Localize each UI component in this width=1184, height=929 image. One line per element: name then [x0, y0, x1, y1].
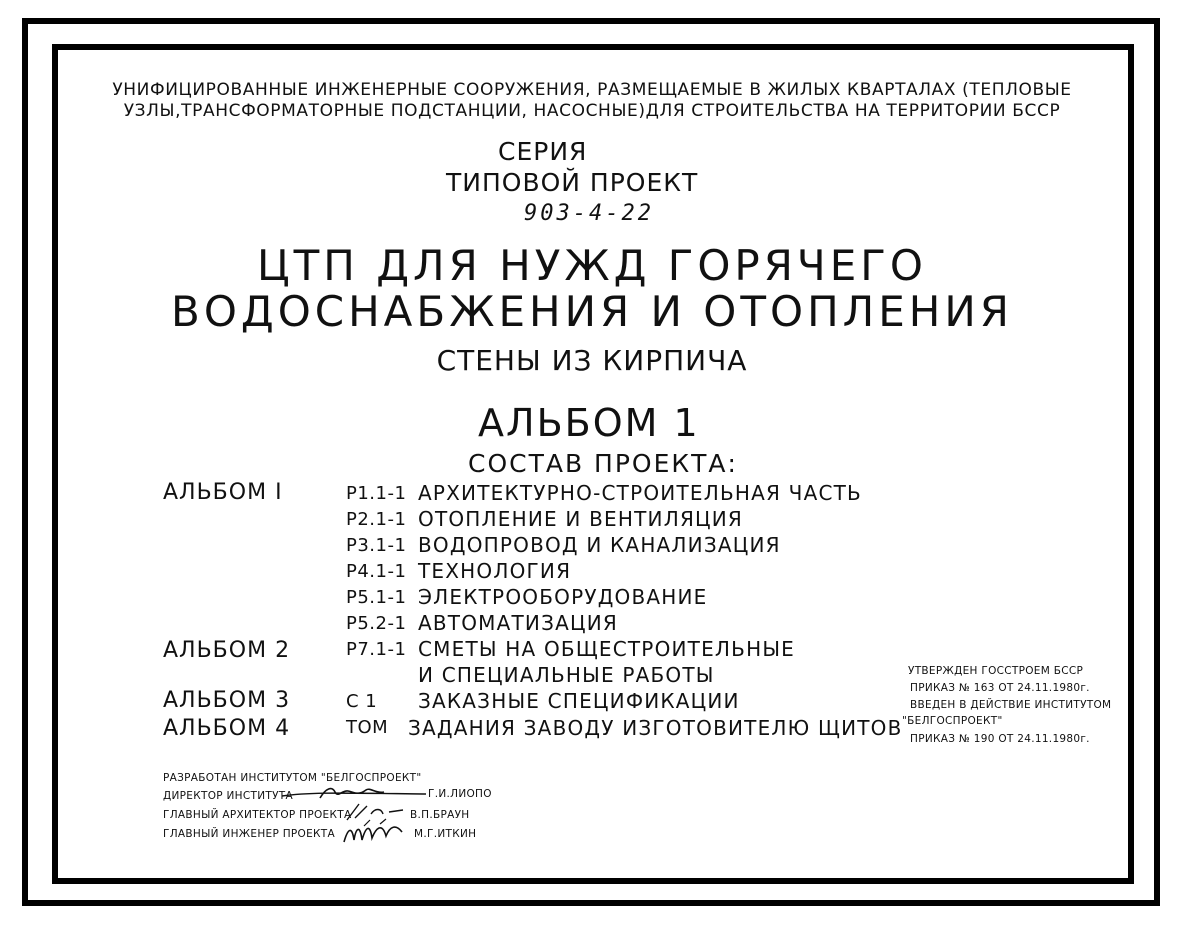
row-code: С 1: [346, 691, 378, 712]
row-code: Р7.1-1: [346, 639, 407, 660]
row-name: АРХИТЕКТУРНО-СТРОИТЕЛЬНАЯ ЧАСТЬ: [418, 481, 862, 505]
header-line-1: УНИФИЦИРОВАННЫЕ ИНЖЕНЕРНЫЕ СООРУЖЕНИЯ, РАЗМЕЩАЕМЫЕ В ЖИЛЫХ КВАРТАЛАХ (ТЕПЛОВЫЕ: [112, 80, 1072, 100]
row-name: ЭЛЕКТРООБОРУДОВАНИЕ: [418, 585, 708, 609]
row-code: Р5.1-1: [346, 587, 407, 608]
series-label: СЕРИЯ: [498, 137, 588, 166]
row-album: АЛЬБОМ 3: [163, 688, 291, 713]
row-code: ТОМ: [346, 717, 389, 738]
row-code: Р4.1-1: [346, 561, 407, 582]
contents-heading: СОСТАВ ПРОЕКТА:: [468, 449, 738, 478]
approval-line: ПРИКАЗ № 190 ОТ 24.11.1980г.: [910, 733, 1090, 745]
row-name: АВТОМАТИЗАЦИЯ: [418, 611, 618, 635]
approval-line: "БЕЛГОСПРОЕКТ": [902, 715, 1003, 727]
row-album: АЛЬБОМ I: [163, 480, 283, 505]
row-name: И СПЕЦИАЛЬНЫЕ РАБОТЫ: [418, 663, 715, 687]
signatory-role: ГЛАВНЫЙ ИНЖЕНЕР ПРОЕКТА: [163, 828, 336, 840]
row-name: ЗАДАНИЯ ЗАВОДУ ИЗГОТОВИТЕЛЮ ЩИТОВ: [408, 716, 903, 740]
row-code: Р2.1-1: [346, 509, 407, 530]
row-album: АЛЬБОМ 2: [163, 638, 291, 663]
row-album: АЛЬБОМ 4: [163, 716, 291, 741]
row-name: ТЕХНОЛОГИЯ: [418, 559, 572, 583]
signature-chief-engineer: [340, 818, 410, 848]
title-line-1: ЦТП ДЛЯ НУЖД ГОРЯЧЕГО: [257, 241, 927, 290]
project-code: 903-4-22: [524, 201, 654, 226]
subtitle: СТЕНЫ ИЗ КИРПИЧА: [436, 344, 748, 377]
signatory-name: М.Г.ИТКИН: [414, 828, 477, 840]
title-line-2: ВОДОСНАБЖЕНИЯ И ОТОПЛЕНИЯ: [171, 287, 1013, 336]
row-name: ВОДОПРОВОД И КАНАЛИЗАЦИЯ: [418, 533, 781, 557]
approval-line: ПРИКАЗ № 163 ОТ 24.11.1980г.: [910, 682, 1090, 694]
row-code: Р3.1-1: [346, 535, 407, 556]
row-name: СМЕТЫ НА ОБЩЕСТРОИТЕЛЬНЫЕ: [418, 637, 796, 661]
signatory-name: В.П.БРАУН: [410, 809, 470, 821]
signatory-name: Г.И.ЛИОПО: [428, 788, 492, 800]
signatory-role: ГЛАВНЫЙ АРХИТЕКТОР ПРОЕКТА: [163, 809, 352, 821]
approval-line: ВВЕДЕН В ДЕЙСТВИЕ ИНСТИТУТОМ: [910, 699, 1112, 711]
row-name: ОТОПЛЕНИЕ И ВЕНТИЛЯЦИЯ: [418, 507, 744, 531]
row-code: Р5.2-1: [346, 613, 407, 634]
project-type: ТИПОВОЙ ПРОЕКТ: [446, 168, 699, 197]
signatory-role: ДИРЕКТОР ИНСТИТУТА: [163, 790, 293, 802]
album-label: АЛЬБОМ 1: [478, 401, 700, 445]
header-line-2: УЗЛЫ,ТРАНСФОРМАТОРНЫЕ ПОДСТАНЦИИ, НАСОСНЫЕ)ДЛЯ СТРОИТЕЛЬСТВА НА ТЕРРИТОРИИ БССР: [123, 101, 1061, 121]
row-code: Р1.1-1: [346, 483, 407, 504]
approval-line: УТВЕРЖДЕН ГОССТРОЕМ БССР: [908, 665, 1084, 677]
row-name: ЗАКАЗНЫЕ СПЕЦИФИКАЦИИ: [418, 689, 740, 713]
developer-line: РАЗРАБОТАН ИНСТИТУТОМ "БЕЛГОСПРОЕКТ": [163, 772, 422, 784]
